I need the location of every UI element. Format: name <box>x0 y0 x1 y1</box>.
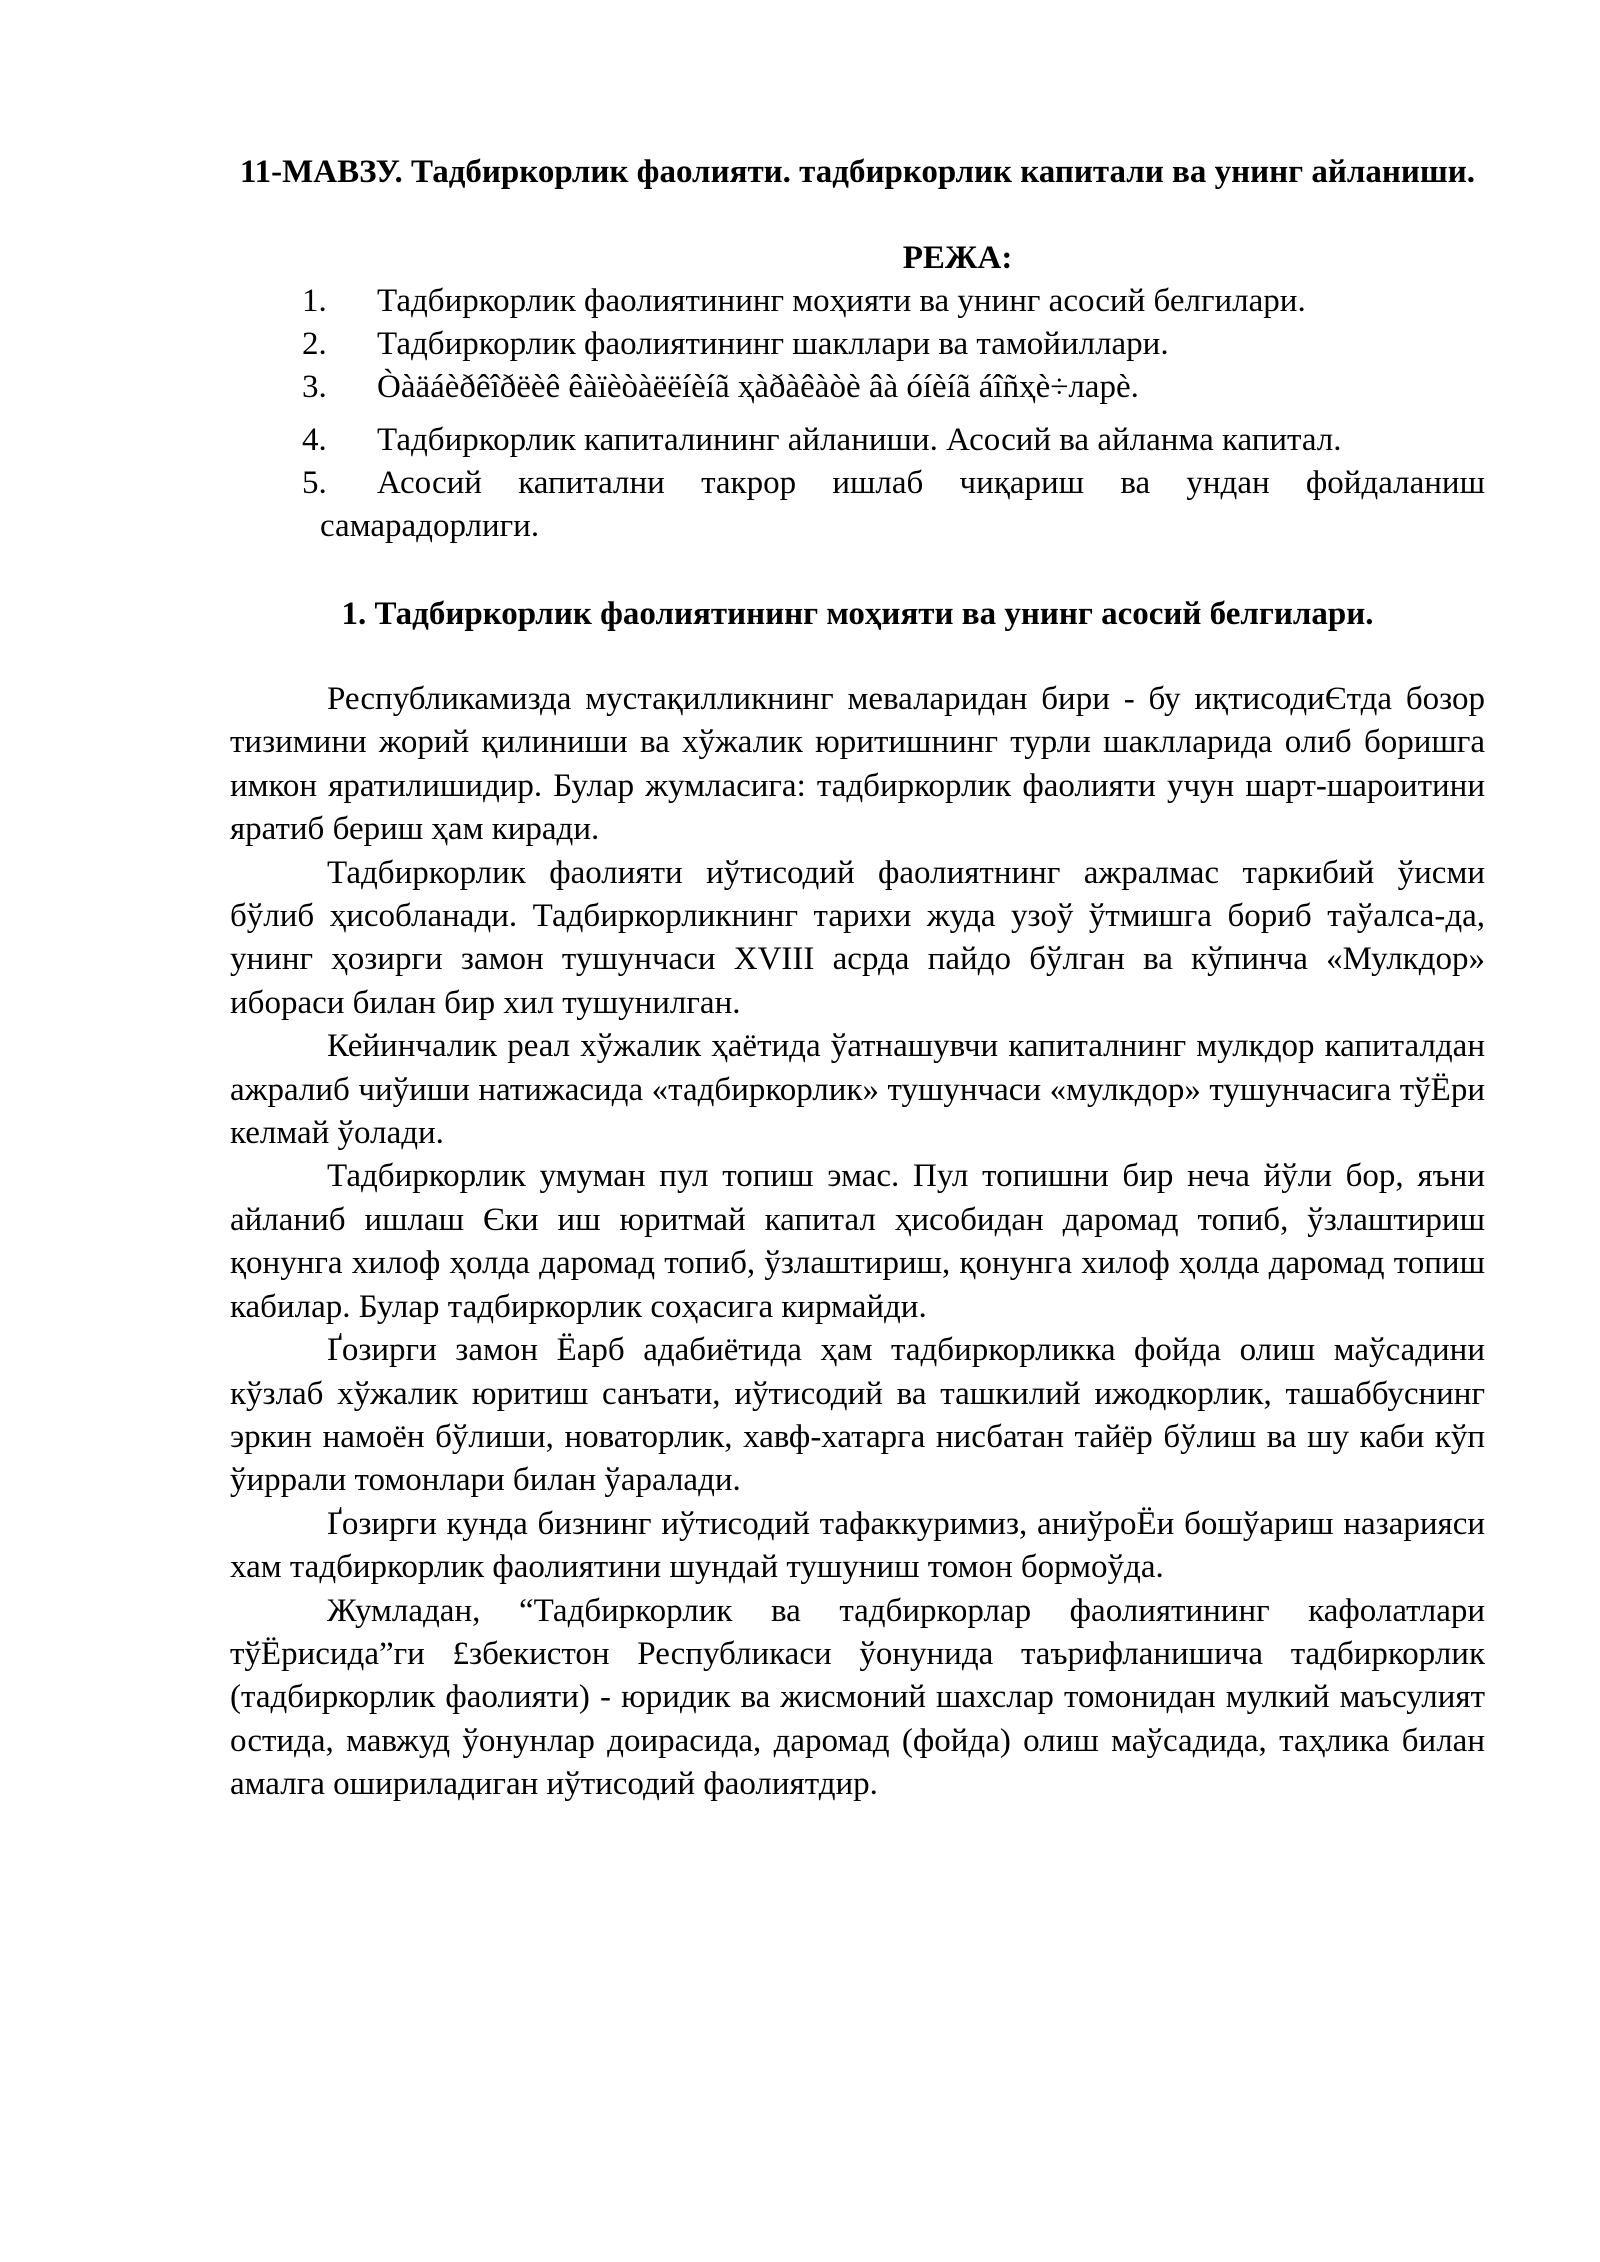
plan-item-1 <box>230 280 1485 323</box>
plan-heading: РЕЖА: <box>902 240 1013 276</box>
plan-item-text: Асосий капитални такрор ишлаб чиқариш ва ундан фойдаланиш самарадорлиги. <box>320 465 1485 544</box>
plan-item-number: 2. <box>302 326 327 362</box>
plan-item-number: 5. <box>302 465 327 501</box>
plan-item-text: Тадбиркорлик фаолиятининг моҳияти ва унинг асосий белгилари. <box>377 283 1306 319</box>
plan-item-text: Тадбиркорлик фаолиятининг шакллари ва тамойиллари. <box>377 326 1169 362</box>
plan-item-text: Тадбиркорлик капиталининг айланиши. Асосий ва айланма капитал. <box>377 422 1342 458</box>
plan-item-number: 3. <box>302 369 327 405</box>
plan-item-number: 1. <box>302 283 327 319</box>
plan-item-number: 4. <box>302 422 327 458</box>
body-paragraph-5: Ґозирги замон Ёарб адабиётида ҳам тадбиркорликка фойда олиш маўсадини кўзлаб хўжалик юритиш санъати, иўтисодий ва ташкилий ижодкорлик, ташаббуснинг эркин намоён бўлиши, новаторлик, хавф-хатарга нисбатан тайёр бўлиш ва шу каби кўп ўиррали томонлари билан ўаралади. <box>230 1332 1485 1499</box>
section-body <box>230 678 1485 1807</box>
section-heading: 1. Тадбиркорлик фаолиятининг моҳияти ва унинг асосий белгилари. <box>341 596 1374 632</box>
body-paragraph-6: Ґозирги кунда бизнинг иўтисодий тафаккуримиз, аниўроЁи бошўариш назарияси хам тадбиркорлик фаолиятини шундай тушуниш томон бормоўда. <box>230 1505 1485 1586</box>
body-paragraph-3: Кейинчалик реал хўжалик ҳаётида ўатнашувчи капиталнинг мулкдор капиталдан ажралиб чиўиши натижасида «тадбиркорлик» тушунчаси «мулкдор» тушунчасига тўЁри келмай ўолади. <box>230 1028 1485 1152</box>
plan-item-text: Òàäáèðêîðëèê êàïèòàëëíèíã ҳàðàêàòè âà óíèíã áîñҳè÷ларè. <box>377 369 1139 405</box>
plan-list <box>230 280 1485 548</box>
body-paragraph-2: Тадбиркорлик фаолияти иўтисодий фаолиятнинг ажралмас таркибий ўисми бўлиб ҳисобланади. Тадбиркорликнинг тарихи жуда узоў ўтмишга бориб таўалса-да, унинг ҳозирги замон тушунчаси XVIII асрда пайдо бўлган ва кўпинча «Мулкдор» ибораси билан бир хил тушунилган. <box>230 854 1485 1021</box>
plan-item-3 <box>230 366 1485 409</box>
body-paragraph-7: Жумладан, “Тадбиркорлик ва тадбиркорлар фаолиятининг кафолатлари тўЁрисида”ги £збекистон Республикаси ўонунида таърифланишича тадбиркорлик (тадбиркорлик фаолияти) - юридик ва жисмоний шахслар томонидан мулкий маъсулият остида, мавжуд ўонунлар доирасида, даромад (фойда) олиш маўсадида, таҳлика билан амалга ошириладиган иўтисодий фаолиятдир. <box>230 1592 1485 1803</box>
plan-item-4 <box>230 419 1485 462</box>
plan-item-2 <box>230 323 1485 366</box>
body-paragraph-4: Тадбиркорлик умуман пул топиш эмас. Пул топишни бир неча йўли бор, яъни айланиб ишлаш Єки иш юритмай капитал ҳисобидан даромад топиб, ўзлаштириш қонунга хилоф ҳолда даромад топиб, ўзлаштириш, қонунга хилоф ҳолда даромад топиш кабилар. Булар тадбиркорлик соҳасига кирмайди. <box>230 1158 1485 1325</box>
plan-item-5 <box>230 462 1485 548</box>
body-paragraph-1: Республикамизда мустақилликнинг меваларидан бири - бу иқтисодиЄтда бозор тизимини жорий қилиниши ва хўжалик юритишнинг турли шаклларида олиб боришга имкон яратилишидир. Булар жумласига: тадбиркорлик фаолияти учун шарт-шароитини яратиб бериш ҳам киради. <box>230 681 1485 848</box>
document-page <box>230 150 1485 1807</box>
document-title: 11-МАВЗУ. Тадбиркорлик фаолияти. тадбиркорлик капитали ва унинг айланиши. <box>239 154 1476 190</box>
